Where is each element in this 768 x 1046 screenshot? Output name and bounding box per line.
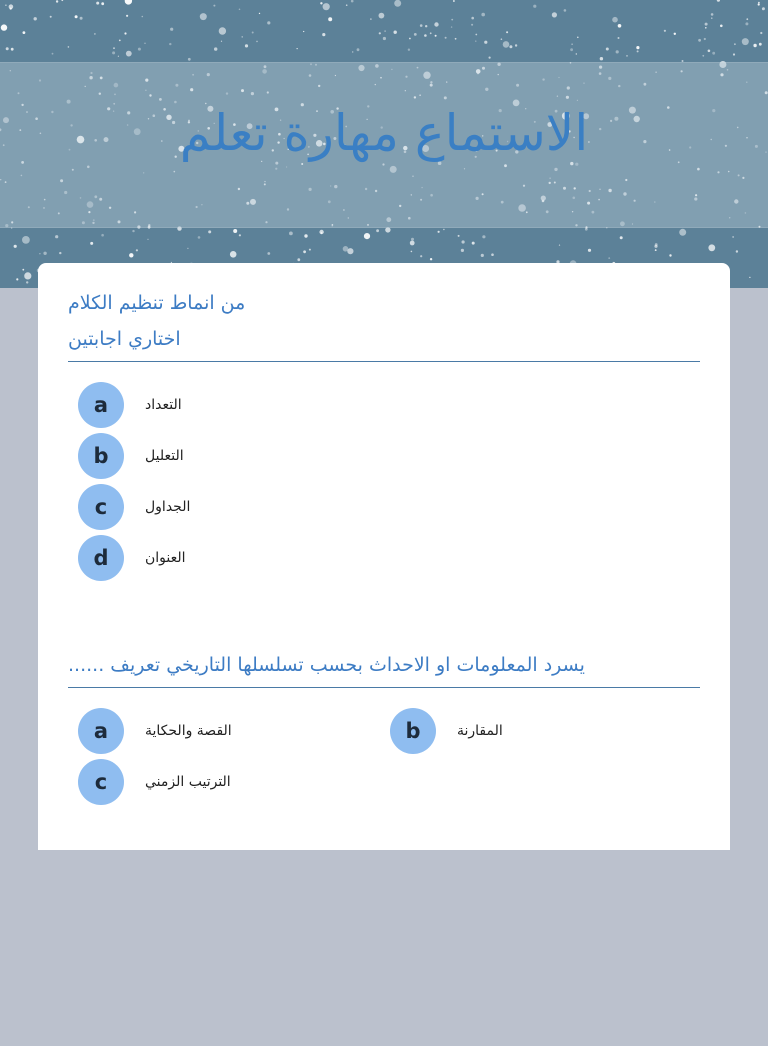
snowflake	[142, 16, 144, 18]
snowflake	[384, 30, 385, 31]
snowflake	[453, 0, 455, 2]
q1-option-a-label: التعداد	[145, 397, 182, 413]
snowflake	[43, 252, 46, 255]
snowflake	[119, 40, 121, 42]
snowflake	[472, 242, 475, 245]
snowflake	[608, 257, 610, 259]
snowflake	[75, 15, 78, 18]
snowflake	[259, 13, 260, 14]
snowflake	[245, 44, 248, 47]
snowflake	[309, 249, 311, 251]
snowflake	[125, 0, 132, 5]
snowflake	[198, 236, 201, 239]
snowflake	[136, 249, 138, 251]
snowflake	[458, 235, 460, 237]
q1-option-b-label: التعليل	[145, 448, 184, 464]
snowflake	[256, 41, 258, 43]
snowflake	[702, 55, 704, 57]
snowflake	[214, 47, 217, 50]
snowflake	[411, 251, 413, 253]
snowflake	[50, 16, 52, 18]
snowflake	[126, 51, 132, 57]
snowflake	[414, 33, 417, 36]
snowflake	[411, 238, 414, 241]
snowflake	[669, 254, 671, 256]
snowflake	[471, 17, 474, 20]
snowflake	[132, 230, 134, 232]
q1-option-d-letter: d	[78, 535, 124, 581]
snowflake	[749, 277, 750, 278]
snowflake	[170, 28, 173, 31]
snowflake	[126, 15, 128, 17]
snowflake	[213, 5, 215, 7]
header-banner	[0, 0, 768, 288]
snowflake	[475, 34, 477, 36]
snowflake	[113, 47, 115, 49]
snowflake	[552, 12, 557, 17]
question-2-divider	[68, 687, 700, 688]
snowflake	[52, 53, 54, 55]
snowflake	[451, 19, 453, 21]
snowflake	[698, 39, 701, 42]
snowflake	[96, 2, 99, 5]
snowflake	[379, 13, 385, 19]
q1-option-a[interactable]	[78, 382, 182, 428]
snowflake	[745, 22, 748, 25]
snowflake	[61, 0, 63, 1]
snowflake	[515, 44, 517, 46]
question-1-divider	[68, 361, 700, 362]
snowflake	[219, 27, 226, 34]
snowflake	[90, 242, 93, 245]
snowflake	[169, 43, 171, 45]
snowflake	[506, 31, 508, 33]
snowflake	[736, 250, 738, 252]
snowflake	[626, 55, 627, 56]
q1-option-b[interactable]	[78, 433, 184, 479]
snowflake	[434, 22, 438, 26]
snowflake	[5, 4, 7, 6]
q1-option-b-letter: b	[78, 433, 124, 479]
snowflake	[10, 8, 12, 10]
snowflake	[455, 38, 457, 40]
snowflake	[420, 24, 423, 27]
quiz-card	[38, 263, 730, 850]
snowflake	[461, 249, 464, 252]
snowflake	[297, 48, 298, 49]
snowflake	[753, 44, 756, 47]
snowflake	[708, 244, 715, 251]
snowflake	[746, 18, 748, 20]
q2-option-b-label: المقارنة	[457, 723, 503, 739]
snowflake	[618, 24, 622, 28]
q2-option-c-letter: c	[78, 759, 124, 805]
snowflake	[759, 43, 762, 46]
snowflake	[758, 3, 760, 5]
snowflake	[16, 278, 18, 280]
snowflake	[636, 46, 639, 49]
snowflake	[55, 235, 58, 238]
snowflake	[188, 58, 191, 61]
snowflake	[144, 43, 145, 44]
snowflake	[118, 56, 119, 57]
snowflake	[370, 18, 371, 19]
q1-option-a-letter: a	[78, 382, 124, 428]
snowflake	[328, 17, 332, 21]
snowflake	[425, 25, 427, 27]
snowflake	[655, 249, 657, 251]
snowflake	[252, 32, 254, 34]
q2-option-c[interactable]	[78, 759, 231, 805]
snowflake	[11, 48, 14, 51]
snowflake	[303, 250, 306, 253]
snowflake	[39, 253, 40, 254]
snowflake	[394, 0, 401, 7]
snowflake	[712, 52, 715, 55]
q1-option-d-label: العنوان	[145, 550, 186, 566]
question-1-instruction: اختاري اجابتين	[68, 328, 181, 350]
snowflake	[732, 236, 733, 237]
snowflake	[289, 232, 293, 236]
snowflake	[364, 233, 370, 239]
snowflake	[409, 38, 411, 40]
snowflake	[484, 41, 487, 44]
snowflake	[1, 24, 7, 30]
snowflake	[267, 21, 270, 24]
snowflake	[734, 43, 736, 45]
snowflake	[394, 31, 397, 34]
snowflake	[445, 37, 447, 39]
snowflake	[481, 13, 485, 17]
snowflake	[435, 35, 437, 37]
snowflake	[462, 240, 465, 243]
q1-option-c-label: الجداول	[145, 499, 191, 515]
snowflake	[705, 23, 708, 26]
snowflake	[208, 230, 211, 233]
snowflake	[438, 231, 440, 233]
snowflake	[321, 232, 323, 234]
snowflake	[705, 27, 707, 29]
snowflake	[26, 281, 28, 283]
page-title: الاستماع مهارة تعلم	[179, 104, 589, 162]
snowflake	[24, 272, 31, 279]
snowflake	[654, 245, 657, 248]
snowflake	[762, 7, 765, 10]
snowflake	[34, 17, 37, 20]
snowflake	[481, 254, 484, 257]
snowflake	[430, 258, 432, 260]
snowflake	[564, 9, 567, 12]
snowflake	[22, 269, 24, 271]
snowflake	[451, 26, 452, 27]
snowflake	[6, 47, 9, 50]
snowflake	[501, 38, 503, 40]
snowflake	[187, 248, 188, 249]
snowflake	[304, 234, 307, 237]
snowflake	[352, 51, 353, 52]
snowflake	[758, 2, 760, 4]
snowflake	[711, 18, 712, 19]
snowflake	[376, 229, 379, 232]
snowflake	[482, 235, 485, 238]
q1-option-d[interactable]	[78, 535, 186, 581]
snowflake	[618, 37, 620, 39]
snowflake	[408, 49, 410, 51]
snowflake	[674, 33, 676, 35]
snowflake	[101, 234, 104, 237]
snowflake	[503, 41, 510, 48]
q2-option-a[interactable]	[78, 708, 232, 754]
snowflake	[94, 33, 96, 35]
snowflake	[533, 5, 536, 8]
snowflake	[242, 36, 243, 37]
snowflake	[320, 2, 322, 4]
snowflake	[68, 46, 70, 48]
snowflake	[101, 2, 104, 5]
snowflake	[720, 25, 723, 28]
snowflake	[612, 17, 618, 23]
snowflake	[420, 255, 422, 257]
snowflake	[322, 33, 325, 36]
snowflake	[23, 31, 26, 34]
snowflake	[606, 48, 609, 51]
snowflake	[491, 253, 494, 256]
snowflake	[620, 236, 623, 239]
snowflake	[664, 30, 666, 32]
snowflake	[616, 50, 619, 53]
q2-option-b[interactable]	[390, 708, 503, 754]
q2-option-c-label: الترتيب الزمني	[145, 774, 231, 790]
snowflake	[200, 13, 207, 20]
snowflake	[637, 50, 639, 52]
snowflake	[323, 3, 330, 10]
question-2	[68, 647, 700, 688]
question-1	[68, 285, 700, 362]
snowflake	[430, 32, 432, 34]
q1-option-c-letter: c	[78, 484, 124, 530]
snowflake	[760, 32, 762, 34]
snowflake	[59, 252, 61, 254]
snowflake	[577, 37, 579, 39]
snowflake	[129, 253, 133, 257]
q2-option-a-label: القصة والحكاية	[145, 723, 232, 739]
snowflake	[233, 229, 237, 233]
q2-option-a-letter: a	[78, 708, 124, 754]
snowflake	[410, 241, 415, 246]
snowflake	[576, 53, 577, 54]
snowflake	[385, 227, 390, 232]
snowflake	[22, 236, 30, 244]
snowflake	[357, 48, 360, 51]
snowflake	[424, 34, 427, 37]
snowflake	[239, 234, 241, 236]
snowflake	[717, 0, 720, 2]
snowflake	[559, 245, 560, 246]
snowflake	[708, 50, 711, 53]
snowflake	[570, 48, 573, 51]
snowflake	[711, 13, 714, 16]
q2-option-b-letter: b	[390, 708, 436, 754]
snowflake	[588, 249, 591, 252]
snowflake	[679, 229, 686, 236]
snowflake	[489, 57, 491, 59]
snowflake	[230, 251, 237, 258]
snowflake	[138, 48, 141, 51]
snowflake	[343, 246, 349, 252]
snowflake	[600, 57, 603, 60]
snowflake	[303, 31, 304, 32]
question-1-prompt: من انماط تنظيم الكلام	[68, 292, 246, 314]
snowflake	[124, 32, 126, 34]
snowflake	[571, 44, 572, 45]
snowflake	[443, 229, 444, 230]
snowflake	[351, 0, 354, 2]
snowflake	[471, 24, 473, 26]
snowflake	[112, 51, 115, 54]
snowflake	[742, 38, 749, 45]
question-2-prompt: يسرد المعلومات او الاحداث بحسب تسلسلها التاريخي تعريف ......	[68, 654, 585, 676]
snowflake	[147, 239, 148, 240]
snowflake	[509, 45, 512, 48]
snowflake	[267, 252, 270, 255]
snowflake	[297, 258, 300, 261]
snowflake	[346, 4, 348, 6]
snowflake	[733, 53, 735, 55]
snowflake	[475, 41, 476, 42]
snowflake	[379, 32, 381, 34]
snowflake	[14, 245, 17, 248]
snowflake	[704, 38, 706, 40]
snowflake	[383, 37, 386, 40]
snowflake	[56, 0, 58, 2]
snowflake	[221, 41, 222, 42]
q1-option-c[interactable]	[78, 484, 190, 530]
snowflake	[239, 9, 241, 11]
snowflake	[80, 17, 83, 20]
